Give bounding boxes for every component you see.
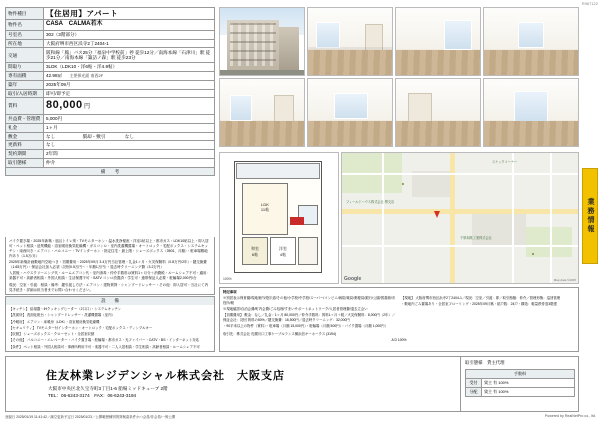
floorplan-entrance (298, 237, 318, 265)
floorplan-room-ldk (242, 183, 288, 235)
company-address: 大阪市中央区北久宝寺町3丁目1-6 船場ミッドキューブ 2階 (48, 386, 168, 391)
floor-region (308, 50, 392, 75)
table-row (6, 48, 215, 63)
floorplan-balcony (236, 163, 320, 179)
row-value: 即可/即予定 (44, 89, 215, 98)
exterior-photo[interactable] (219, 7, 305, 76)
ground-region (220, 70, 304, 75)
property-table (5, 7, 215, 176)
table-row (6, 8, 215, 20)
balcony-view-photo[interactable] (483, 78, 579, 147)
commission-header: 手数料 (466, 370, 575, 379)
special-notes-line: ※別居表示保育園/現地案内/遊歩道/その他/小学校/中学校/スーパー/コンビニ/病院/薬局/郵便局/銀行/公園/図書館/市役所/駅 (223, 295, 396, 305)
floorplan[interactable] (219, 152, 339, 284)
row-value (44, 72, 215, 81)
floorplan-highlight (290, 217, 304, 225)
powered-by: Powered by RealNetPro co., ltd. (544, 414, 596, 418)
row-label: 共益費・管理費 (6, 115, 44, 124)
kitchen-photo[interactable] (483, 7, 579, 76)
document-code: R967122 (581, 1, 598, 6)
special-notes-line: 【現地】 大阪府堺市西区浜寺2丁2404-1／現況：空室／引渡：即／取引態様：仲介／管理形態：巡回管理 (401, 295, 561, 300)
row-value: 3LDK（LDK10・洋6帖・洋4.9帖） (44, 63, 215, 72)
table-row (6, 158, 215, 167)
equipment-line: 【その他】 バルコニー・エレベーター・バイク置き場・駐輪場・都市ガス・光ファイバー・CATV・BS・インターネット対応 (9, 338, 200, 343)
window-region (316, 22, 340, 48)
equipment-line: 【キッチン】 給湯器・IHクッキングヒーター（2口口）・システムキッチン (9, 307, 121, 312)
floorplan-room-label: LDK (261, 202, 269, 207)
floorplan-scale: 100% (223, 277, 232, 281)
living-dining-photo[interactable] (395, 7, 481, 76)
table-row (6, 80, 215, 89)
row-label: 取引/入居時期 (6, 89, 44, 98)
table-row (6, 89, 215, 98)
row-value: 2025年09月 (44, 80, 215, 89)
side-tab-label: 業務情報 (587, 198, 594, 234)
row-value: 阪和線「鳳」バス25分「福泉中学校前」停 徒歩12分／南海本線「石津川」駅 徒歩21分／南海本線「諏訪ノ森」駅 徒歩23分 (44, 48, 215, 63)
remarks-line: 入居後・ハウスクリーニング代・ルームエアコン代・室内消毒・仲介手数料は賃料1ヶ月分＋消費税・ルームシェア不可・適用：楽器不可・高齢者相談・外国人相談・生活保護不可・SATV コンロ設置済・学生可・連帯保証人必要・駐輪場2,000円/台 (9, 271, 211, 281)
map-copyright: Map data ©2025 (553, 278, 576, 282)
row-label: 取引態様 (6, 158, 44, 167)
facing-value: 主要採光面 南西2F (69, 73, 104, 79)
transaction-panel (460, 357, 578, 411)
commission-value: 貸主 有 100% (482, 388, 575, 397)
rent-amount: 80,000 (46, 99, 83, 112)
special-notes-col-right (401, 296, 575, 330)
row-value: 302（3階部分） (44, 30, 215, 39)
company-contact (48, 385, 168, 400)
floorplan-room-western (270, 237, 296, 265)
equipment-block (5, 296, 215, 352)
commission-key: 分配 (466, 388, 482, 397)
door-region (408, 93, 432, 123)
window-region (230, 95, 252, 121)
company-name: 住友林業レジデンシャル株式会社 大阪支店 (46, 370, 286, 382)
notes-header-row (6, 167, 215, 176)
window-region (444, 20, 472, 50)
row-value: 【住居用】アパート (44, 8, 215, 20)
commission-value: 貸主 有 100% (482, 379, 575, 388)
window-region (518, 22, 544, 48)
equipment-line: 【冷暖房】 エアコン・床暖房（LDK）・浴室暖房換気乾燥機 (9, 319, 100, 324)
notes-header: 備 考 (6, 167, 215, 176)
deposit-value: なし (46, 133, 56, 139)
row-label: 敷金 (6, 132, 44, 141)
table-row (6, 20, 215, 31)
remarks-line: バイク置き場・2025年新築・風呂トイレ別・TVモニターホン・温水洗浄便座・洋室1帖以上・都市ガス・LDK10帖以上・即入居可・ペット相談・追焚機能・浴室暖房換気乾燥機・ガスコンロ・室内洗濯機置場・オートロック・宅配ボックス・システムキッチン・南西向き・エアコン・バルコニー・TVインターホン・指定住宅・最上階・シューズボックス（0501、月額）・駐車場敷地内あり（1.5万/月） (9, 239, 209, 259)
table-row (6, 132, 215, 141)
map-dot (402, 183, 404, 185)
row-value (44, 132, 215, 141)
map-poi-label: スナックコーナー (492, 160, 518, 164)
side-tab-business-info[interactable] (582, 168, 598, 264)
special-notes-columns (223, 296, 575, 330)
google-logo: Google (344, 276, 362, 282)
table-row (6, 141, 215, 150)
commission-key: 受付 (466, 379, 482, 388)
door-region (274, 95, 294, 123)
road (550, 153, 552, 284)
table-row (6, 72, 215, 81)
equipment-line: 【収納】 シューズボックス・クローゼット・全居室収納 (9, 332, 95, 337)
row-label: 契約期間 (6, 150, 44, 159)
row-label: 間取り (6, 63, 44, 72)
road (382, 153, 384, 284)
ad-rate: A D 100% (391, 337, 407, 342)
rent-label: 賃料 (6, 98, 44, 115)
special-notes-line: ※現地確認/自治会費/町内会費/ごみ処理/すまいサポートネットワーク/入居者管理費/退去立会い (223, 306, 368, 311)
rent-value-cell (44, 98, 215, 115)
table-row (466, 370, 575, 379)
row-label: 交通 (6, 48, 44, 63)
major-road (342, 209, 579, 214)
row-value: 5,000円 (44, 115, 215, 124)
floor-region (484, 50, 578, 75)
table-row (6, 150, 215, 159)
table-row (6, 115, 215, 124)
amortization-value: なし (124, 133, 134, 139)
transaction-title: 取引態様 貸主代理 (465, 360, 505, 365)
table-row (6, 39, 215, 48)
equipment-line: 【条件】 ペット相談・外国人相談可・事務所利用不可・楽器不可・二人入居相談・学生相談・高齢者相談・ルームシェア不可 (9, 344, 200, 349)
floorplan-room-size: 4帖 (279, 252, 287, 257)
remarks-block (5, 237, 215, 295)
row-label: 号室名 (6, 30, 44, 39)
floor-region (396, 121, 480, 146)
building-side (279, 27, 299, 71)
row-label: 専有面積 (6, 72, 44, 81)
floor-region (484, 121, 578, 146)
road (342, 245, 579, 247)
remarks-line: 現況：空室・引渡：相談・備考：鍵引渡し方法・エアコン・建物賃貸・シャンプードレッサー・その他：即入居可・当社にて内見手続き・詳細は担当者までお問い合わせください。 (9, 282, 209, 292)
western-room-photo[interactable] (219, 78, 305, 147)
japanese-room-photo[interactable] (307, 78, 393, 147)
special-notes-line: 取引先：株式会社 札幌川口工事ケーブルランス横浜信キーホークス (3194) (223, 331, 336, 336)
table-row (6, 30, 215, 39)
road (512, 153, 514, 284)
map-poi-label: 千厚和紙工業株式会社 (460, 236, 492, 240)
window-region (514, 91, 548, 123)
remarks-line: 2025年新築計画敷地内空地つき・初期費用・2025年09月 3.4万円当社管理・礼金1ヶ月・火災保険料（0.8万円/2年）・鍵交換費（1.65万円）・保証会社加入必須（初回0.5万円〜・年額1万円）・退去時クリーニング費（3.2万円） (9, 260, 207, 270)
equipment-line: 【セキュリティ】 TVモニター付インターホン・オートロック・宅配ボックス・ディンプルキー (9, 325, 153, 330)
row-value: CASA CALMA若木 (44, 20, 215, 31)
row-value: なし (44, 141, 215, 150)
registration-line: 登録日 2025/01/19 11:41:42／満空更新予定日 2025/01/23／公開範囲種別賃貸検索条件かつ会員/非会員/一般公開 (5, 415, 176, 419)
special-notes-line: ・90平米以上の物件（賃料）・駐車場（月額 15,000円）・駐輪場（月額 500円）・バイク置場（月額 1,000円） (223, 323, 388, 328)
row-label: 物件名 (6, 20, 44, 31)
block-area (472, 213, 526, 245)
rent-unit: 円 (83, 104, 90, 111)
photo-grid (219, 7, 579, 149)
floor-region (220, 121, 304, 146)
special-notes-col-left (223, 296, 397, 330)
window-region (334, 93, 368, 119)
floorplan-room-label: 和室 (251, 246, 259, 251)
row-label: 所在地 (6, 39, 44, 48)
living-room-photo[interactable] (307, 7, 393, 76)
row-label: 物件種目 (6, 8, 44, 20)
footer-block (5, 356, 579, 412)
floor-region (396, 50, 480, 75)
bathroom-photo[interactable] (395, 78, 481, 147)
floor-region (308, 121, 392, 146)
table-row (6, 123, 215, 132)
area-value: 42.98㎡ (46, 73, 63, 79)
table-row (466, 379, 575, 388)
special-notes-line: ・敷地内ごみ置場あり・全居室フローリング・2025年09月築・総戸数：24戸・構造：軽量鉄骨造3階建 (401, 301, 557, 306)
row-value: 大阪府堺市西区浜寺2丁2404-1 (44, 39, 215, 48)
row-value: 1ヶ月 (44, 123, 215, 132)
table-row (6, 63, 215, 72)
row-label: 更新料 (6, 141, 44, 150)
floorplan-room-size: 11帖 (260, 207, 270, 212)
location-map[interactable] (341, 152, 579, 284)
special-notes-line: 【初期費用】 敷金：なし／礼金：1ヶ月 80,000円／仲介手数料：賃料1ヶ月＋税／火災保険料：8,000円（2年）／保証会社：初回 賃料の50%／鍵交換費：16,500円／退去時クリーニング：32,000円 (223, 312, 396, 322)
amortization-label: 償却・敷引 (82, 133, 106, 139)
equipment-header: 設 備 (6, 297, 214, 305)
map-poi-label: フィールドハウス株式会社 堺支店 (346, 200, 395, 204)
special-notes-block (219, 287, 579, 352)
row-label: 築年 (6, 80, 44, 89)
floorplan-room-label: 洋室 (279, 246, 287, 251)
floorplan-room-size: 6帖 (251, 252, 259, 257)
rent-row (6, 98, 215, 115)
commission-table (465, 369, 575, 397)
map-pin-icon (434, 211, 440, 218)
floorplan-room-japanese (242, 237, 268, 265)
row-label: 礼金 (6, 123, 44, 132)
building-facade (227, 20, 279, 71)
map-dot (532, 253, 534, 255)
row-value: 2年間 (44, 150, 215, 159)
row-value: 仲介 (44, 158, 215, 167)
equipment-line: 【洗面所】 洗面化粧台・シャンプードレッサー・洗濯機置場（室内） (9, 313, 115, 318)
table-row (466, 388, 575, 397)
special-notes-header: 特記事項 (223, 290, 237, 294)
road (342, 173, 579, 175)
company-tel: TEL：06-6243-3174 FAX：06-6243-3194 (48, 393, 137, 399)
